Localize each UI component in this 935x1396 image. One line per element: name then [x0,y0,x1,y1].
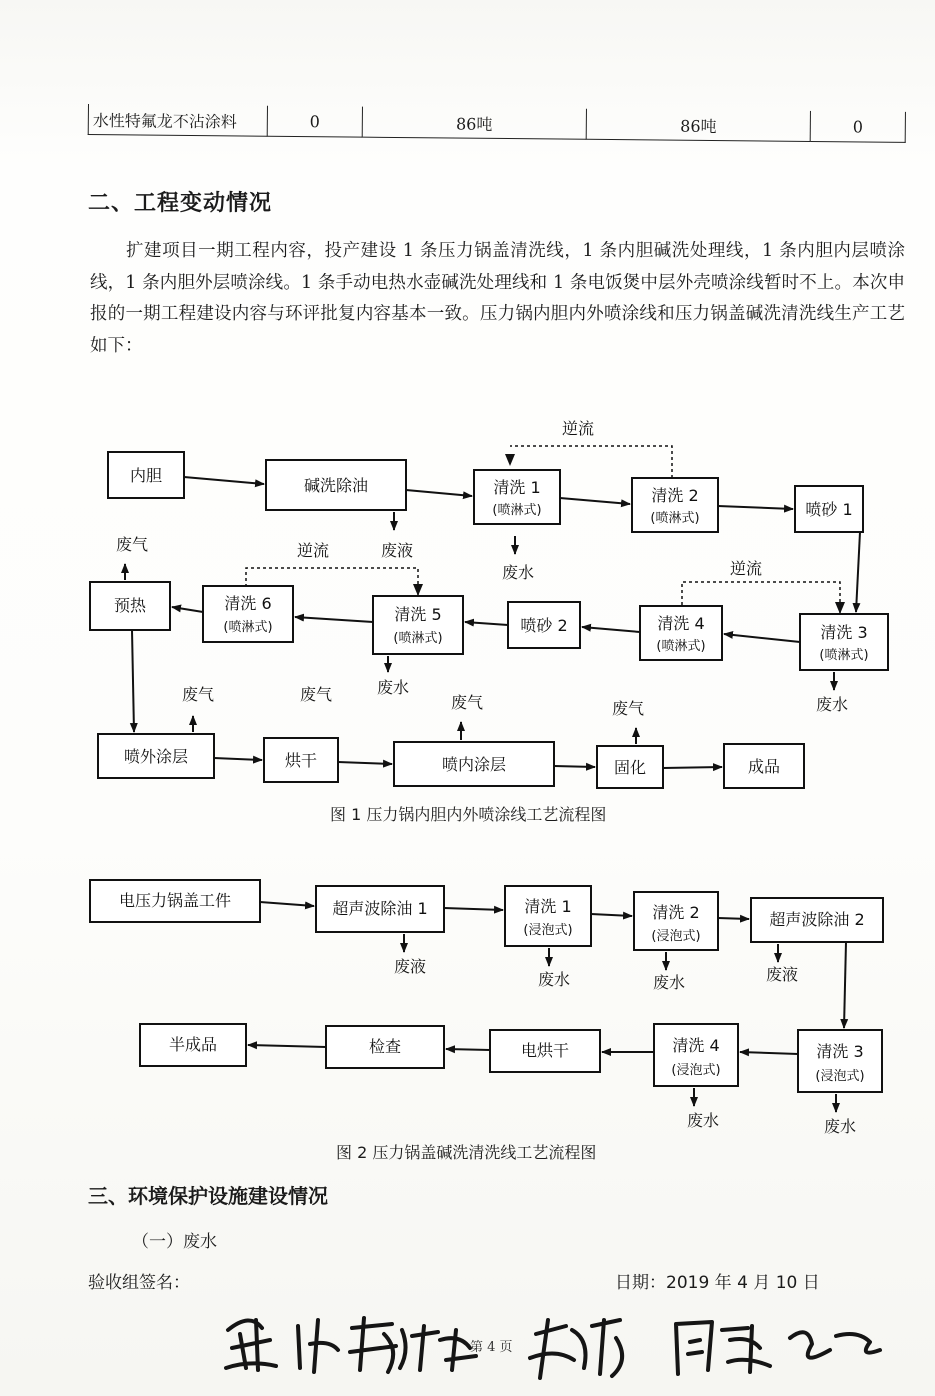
node-label: (浸泡式) [815,1069,865,1084]
counterflow-label: 逆流 [561,419,595,438]
node-label: (浸泡式) [523,923,573,938]
node-label: 喷砂 2 [520,616,568,635]
node-label: 检查 [368,1037,402,1056]
waste-water-label: 废水 [823,1117,857,1136]
node-label: 预热 [113,596,147,615]
waste-gas-label: 废气 [115,535,149,554]
node-label: 清洗 1 [524,897,572,916]
node-label: 清洗 2 [652,903,700,922]
table-cell: 0 [810,111,905,142]
node-label: (喷淋式) [819,648,869,663]
table-cell: 0 [267,106,362,137]
waste-water-label: 废水 [501,563,535,582]
node-label: 碱洗除油 [303,476,369,495]
node-label: 清洗 4 [672,1036,720,1055]
fig2-boxes [90,880,883,1092]
counterflow-label: 逆流 [729,559,763,578]
waste-water-label: 废水 [537,970,571,989]
node-label: 内胆 [129,466,163,485]
waste-gas-label: 废气 [299,685,333,704]
node-label: 半成品 [168,1035,218,1054]
table-cell: 水性特氟龙不沾涂料 [88,104,267,136]
handwritten-signatures [0,1290,935,1396]
table-cell: 86吨 [586,109,810,142]
fig1-boxes [90,452,888,788]
node-label: 清洗 5 [394,605,442,624]
node-label: 喷内涂层 [441,755,507,774]
node-label: 固化 [613,758,647,777]
signature-label: 验收组签名： [88,1273,190,1293]
node-label: 清洗 4 [657,614,705,633]
node-label: 电烘干 [520,1041,570,1060]
node-label: 清洗 3 [816,1042,864,1061]
node-label: (喷淋式) [393,631,443,646]
node-label: 清洗 3 [820,623,868,642]
body-paragraph: 扩建项目一期工程内容，投产建设 1 条压力锅盖清洗线，1 条内胆碱洗处理线，1 条内胆内层喷涂线，1 条内胆外层喷涂线。1 条手动电热水壶碱洗处理线和 1 条电饭煲中层外壳喷涂线暂时不上。本次申报的一期工程建设内容与环评批复内容基本一致。压力锅内胆内外喷涂线和压力锅盖碱洗清洗线生产工艺如下： [90,241,905,356]
node-label: 清洗 1 [493,478,541,497]
node-label: (喷淋式) [650,511,700,526]
page-number: 第 4 页 [470,1340,513,1355]
node-label: 清洗 6 [224,594,272,613]
node-label: 成品 [747,757,781,776]
node-label: 喷砂 1 [805,500,853,519]
waste-water-label: 废水 [815,695,849,714]
sign-date: 日期：2019 年 4 月 10 日 [615,1273,820,1293]
waste-liquid-label: 废液 [380,541,414,560]
waste-liquid-label: 废液 [393,957,427,976]
node-label: 超声波除油 1 [332,899,428,918]
node-label: 烘干 [284,751,318,770]
node-label: (喷淋式) [656,639,706,654]
node-label: 电压力锅盖工件 [118,891,232,910]
node-label: (喷淋式) [223,620,273,635]
node-label: 清洗 2 [651,486,699,505]
waste-gas-label: 废气 [181,685,215,704]
subsection-heading: （一）废水 [132,1232,217,1252]
figure-2-caption: 图 2 压力锅盖碱洗清洗线工艺流程图 [336,1143,597,1162]
node-label: (浸泡式) [671,1063,721,1078]
node-label: (喷淋式) [492,503,542,518]
table-cell: 86吨 [362,107,586,140]
waste-water-label: 废水 [376,678,410,697]
section-heading: 二、工程变动情况 [88,191,273,216]
node-label: (浸泡式) [651,929,701,944]
figure-1-caption: 图 1 压力锅内胆内外喷涂线工艺流程图 [330,805,607,824]
counterflow-label: 逆流 [296,541,330,560]
waste-gas-label: 废气 [611,699,645,718]
waste-water-label: 废水 [686,1111,720,1130]
section-heading: 三、环境保护设施建设情况 [88,1184,328,1208]
waste-water-label: 废水 [652,973,686,992]
node-label: 喷外涂层 [123,747,189,766]
waste-gas-label: 废气 [450,693,484,712]
waste-liquid-label: 废液 [765,965,799,984]
node-label: 超声波除油 2 [769,910,865,929]
